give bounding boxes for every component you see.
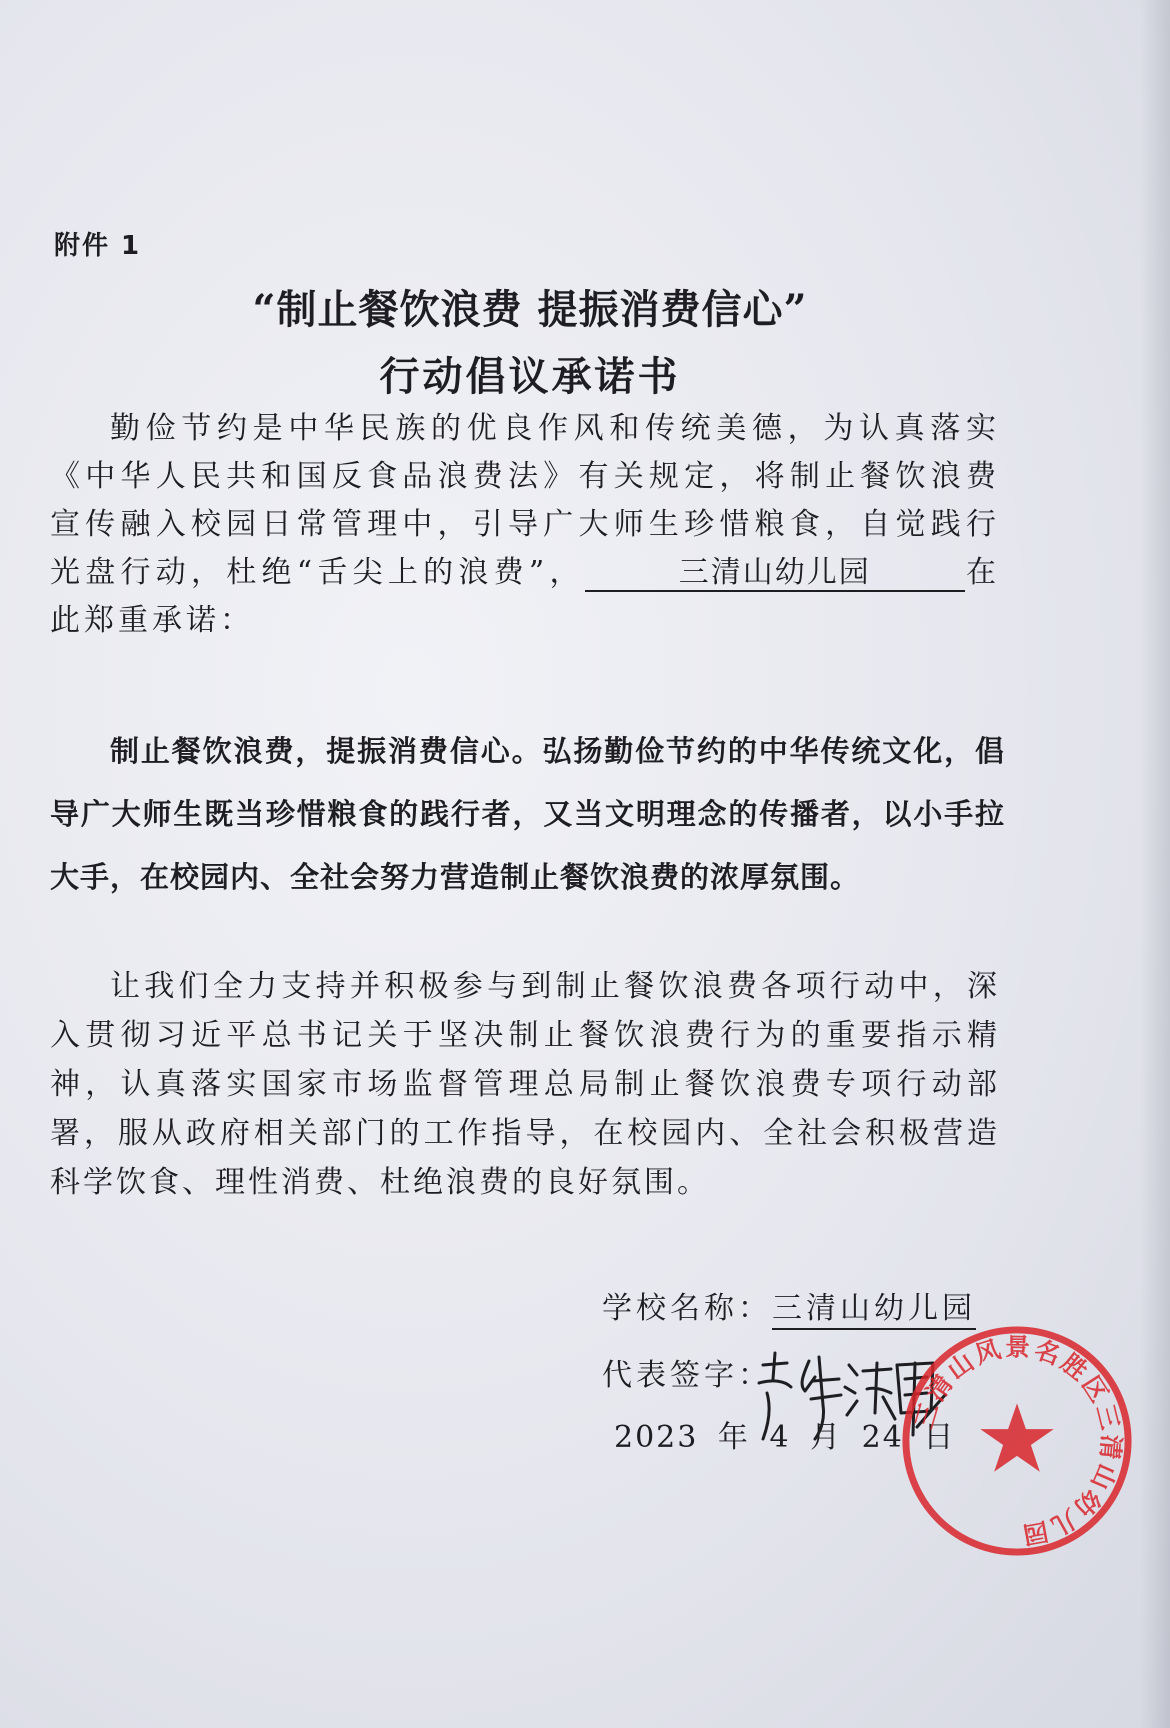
fill-in-blank-school: 三清山幼儿园 xyxy=(585,556,965,592)
school-name-row xyxy=(602,1283,976,1327)
paragraph-3: 让我们全力支持并积极参与到制止餐饮浪费各项行动中，深入贯彻习近平总书记关于坚决制止餐饮浪费行为的重要指示精神，认真落实国家市场监督管理总局制止餐饮浪费专项行动部署，服从政府相关部门的工作指导，在校园内、全社会积极营造科学饮食、理性消费、杜绝浪费的良好氛围。 xyxy=(50,969,1000,1200)
attachment-label: 附件 1 xyxy=(54,231,142,261)
paper-fold-shadow xyxy=(1140,0,1170,1728)
date-day-unit: 日 xyxy=(923,1420,956,1455)
date-month: 4 xyxy=(769,1420,791,1455)
date-year: 2023 xyxy=(614,1420,699,1455)
title-line-1: “制止餐饮浪费 提振消费信心” xyxy=(252,286,808,333)
school-name-value: 三清山幼儿园 xyxy=(772,1291,976,1330)
date-day: 24 xyxy=(861,1420,904,1455)
date-year-unit: 年 xyxy=(717,1420,750,1455)
paragraph-1 xyxy=(50,405,1000,645)
official-red-seal xyxy=(898,1322,1136,1560)
date-month-unit: 月 xyxy=(810,1420,843,1455)
seal-text: 三清山风景名胜区三清山幼儿园 xyxy=(909,1332,1127,1550)
paragraph-1-tail: 在此郑重承诺： xyxy=(50,555,1000,638)
paragraph-2: 制止餐饮浪费，提振消费信心。弘扬勤俭节约的中华传统文化，倡导广大师生既当珍惜粮食的践行者，又当文明理念的传播者，以小手拉大手，在校园内、全社会努力营造制止餐饮浪费的浓厚氛围。 xyxy=(50,734,1005,894)
representative-signature-label: 代表签字： xyxy=(602,1358,772,1393)
school-name-label: 学校名称： xyxy=(602,1291,772,1326)
paragraph-1-text: 勤俭节约是中华民族的优良作风和传统美德，为认真落实《中华人民共和国反食品浪费法》有关规定，将制止餐饮浪费宣传融入校园日常管理中，引导广大师生珍惜粮食，自觉践行光盘行动，杜绝“舌尖上的浪费”， xyxy=(50,411,1000,590)
title-line-2: 行动倡议承诺书 xyxy=(379,353,681,400)
